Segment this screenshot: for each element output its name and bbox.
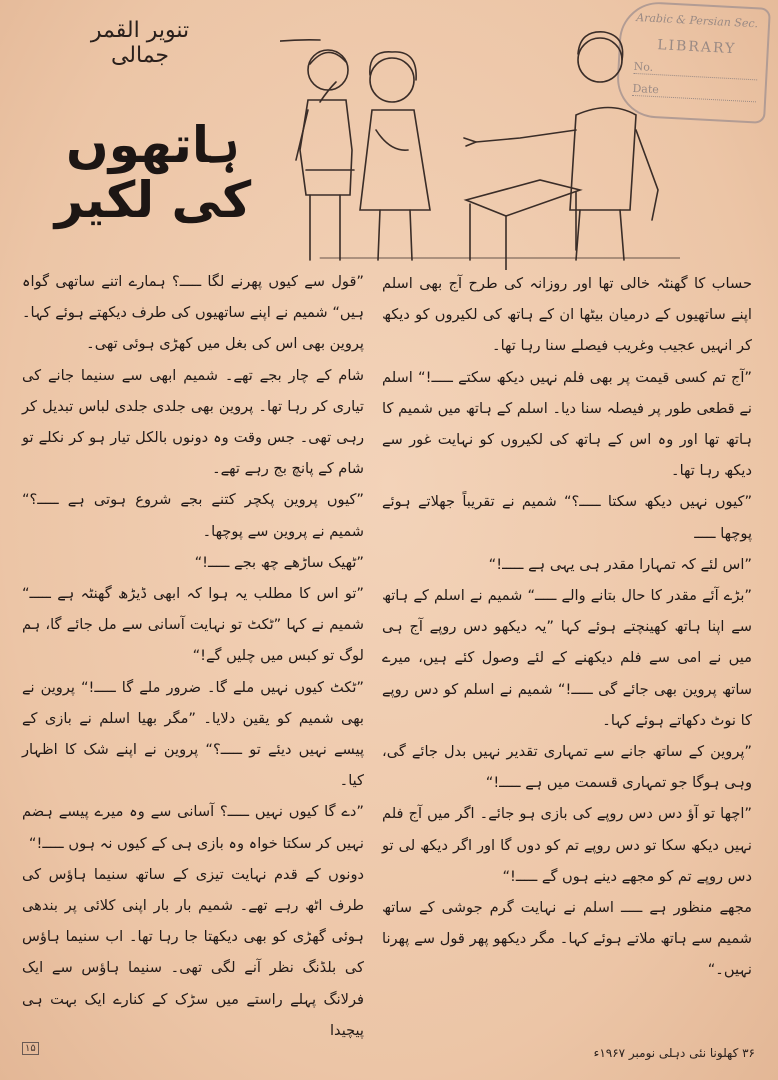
paragraph: شام کے چار بجے تھے۔ شمیم ابھی سے سنیما جانے کی تیاری کر رہا تھا۔ پروین بھی جلدی جلدی لباس تبدیل کر رہی تھی۔ جس وقت وہ دونوں بالکل تیار ہو کر نکلے تو شام کے پانچ بج رہے تھے۔ [22, 366, 364, 478]
story-column-left [22, 266, 364, 1046]
paragraph: ”تو اس کا مطلب یہ ہوا کہ ابھی ڈیڑھ گھنٹہ ہے ـــــ“ شمیم نے کہا ”ٹکٹ تو نہایت آسانی سے مل جائے گا، ہم لوگ تو کبس میں چلیں گے!“ [22, 585, 364, 665]
paragraph: ”اس لئے کہ تمہارا مقدر ہی یہی ہے ـــــ!“ [488, 555, 752, 573]
page-number: ۱۵ [22, 1042, 39, 1055]
story-title: ہاتھوں کی لکیر [54, 116, 252, 229]
paragraph: دونوں کے قدم نہایت تیزی کے ساتھ سنیما ہاؤس کی طرف اٹھ رہے تھے۔ شمیم بار بار اپنی کلائی پر بندھی ہوئی گھڑی کو بھی دیکھتا جا رہا تھا۔ اب سنیما ہاؤس کی بلڈنگ نظر آنے لگی تھی۔ سنیما ہاؤس سے ایک فرلانگ پہلے راستے میں سڑک کے کنارے ایک بہت ہی پیچیدا [22, 865, 364, 1039]
stamp-date: Date [632, 82, 757, 102]
paragraph: ”بڑے آئے مقدر کا حال بتانے والے ـــــ“ شمیم نے اسلم کے ہاتھ سے اپنا ہاتھ کھینچتے ہوئے کہا ”یہ دیکھو دس روپے آج ہی میں نے امی سے فلم دیکھنے کے لئے وصول کئے ہیں، میرے ساتھ پروین بھی جائے گی ـــــ!“ شمیم نے اسلم کو دس روپے کا نوٹ دکھاتے ہوئے کہا۔ [382, 587, 752, 729]
paragraph: ”قول سے کیوں پھرنے لگا ـــــ؟ ہمارے اتنے ساتھی گواہ ہیں“ شمیم نے اپنے ساتھیوں کی طرف دیکھتے ہوئے کہا۔ پروین بھی اس کی بغل میں کھڑی ہوئی تھی۔ [22, 273, 364, 353]
stamp-library: LIBRARY [656, 37, 737, 58]
paragraph: ”دے گا کیوں نہیں ـــــ؟ آسانی سے وہ میرے پیسے ہضم نہیں کر سکتا خواہ وہ بازی ہی کے کیوں نہ ہوں ـــــ!“ [22, 803, 364, 852]
page-footer: ۳۶ کھلونا نئی دہلی نومبر ۱۹۶۷ء [593, 1046, 755, 1060]
paragraph: ”پروین کے ساتھ جانے سے تمہاری تقدیر نہیں بدل جائے گی، وہی ہوگا جو تمہاری قسمت میں ہے ـــــ!“ [382, 743, 752, 792]
stamp-section: Arabic & Persian Sec. [635, 10, 759, 31]
paragraph: ”کیوں پروین پکچر کتنے بجے شروع ہوتی ہے ـــــ؟“ شمیم نے پروین سے پوچھا۔ [22, 491, 364, 540]
paragraph: ”ٹھیک ساڑھے چھ بجے ـــــ!“ [194, 553, 364, 571]
paragraph: ”آج تم کسی قیمت پر بھی فلم نہیں دیکھ سکتے ـــــ!“ اسلم نے قطعی طور پر فیصلہ سنا دیا۔ اسلم کے ہاتھ میں شمیم کا ہاتھ تھا اور وہ اس کے ہاتھ کی لکیروں کو نہایت غور سے دیکھ رہا تھا۔ [382, 368, 752, 480]
paragraph: ”اچھا تو آؤ دس دس روپے کی بازی ہو جائے۔ اگر میں آج فلم نہیں دیکھ سکا تو دس روپے تم کو دوں گا اور اگر دیکھ لی تو دس روپے تم کو مجھے دینے ہوں گے ـــــ!“ [382, 805, 752, 885]
stamp-number: No. [633, 60, 758, 80]
paragraph: ”کیوں نہیں دیکھ سکتا ـــــ؟“ شمیم نے تقریباً جھلاتے ہوئے پوچھا ـــــ [382, 493, 752, 542]
children-illustration [280, 20, 680, 270]
paragraph: مجھے منظور ہے ـــــ اسلم نے نہایت گرم جوشی کے ساتھ شمیم سے ہاتھ ملاتے ہوئے کہا۔ مگر دیکھو پھر قول سے پھرنا نہیں۔“ [382, 899, 752, 979]
paragraph: حساب کا گھنٹہ خالی تھا اور روزانہ کی طرح آج بھی اسلم اپنے ساتھیوں کے درمیان بیٹھا ان کے ہاتھ کی لکیروں کو دیکھ کر انہیں عجیب وغریب فیصلے سنا رہا تھا۔ [382, 275, 752, 355]
paragraph: ”ٹکٹ کیوں نہیں ملے گا۔ ضرور ملے گا ـــــ!“ پروین نے بھی شمیم کو یقین دلایا۔ ”مگر بھیا اسلم نے بازی کے پیسے نہیں دیئے تو ـــــ؟“ پروین نے اپنے شک کا اظہار کیا۔ [22, 678, 364, 790]
story-column-right [382, 268, 752, 986]
author-name: تنویر القمر جمالی [90, 18, 190, 68]
